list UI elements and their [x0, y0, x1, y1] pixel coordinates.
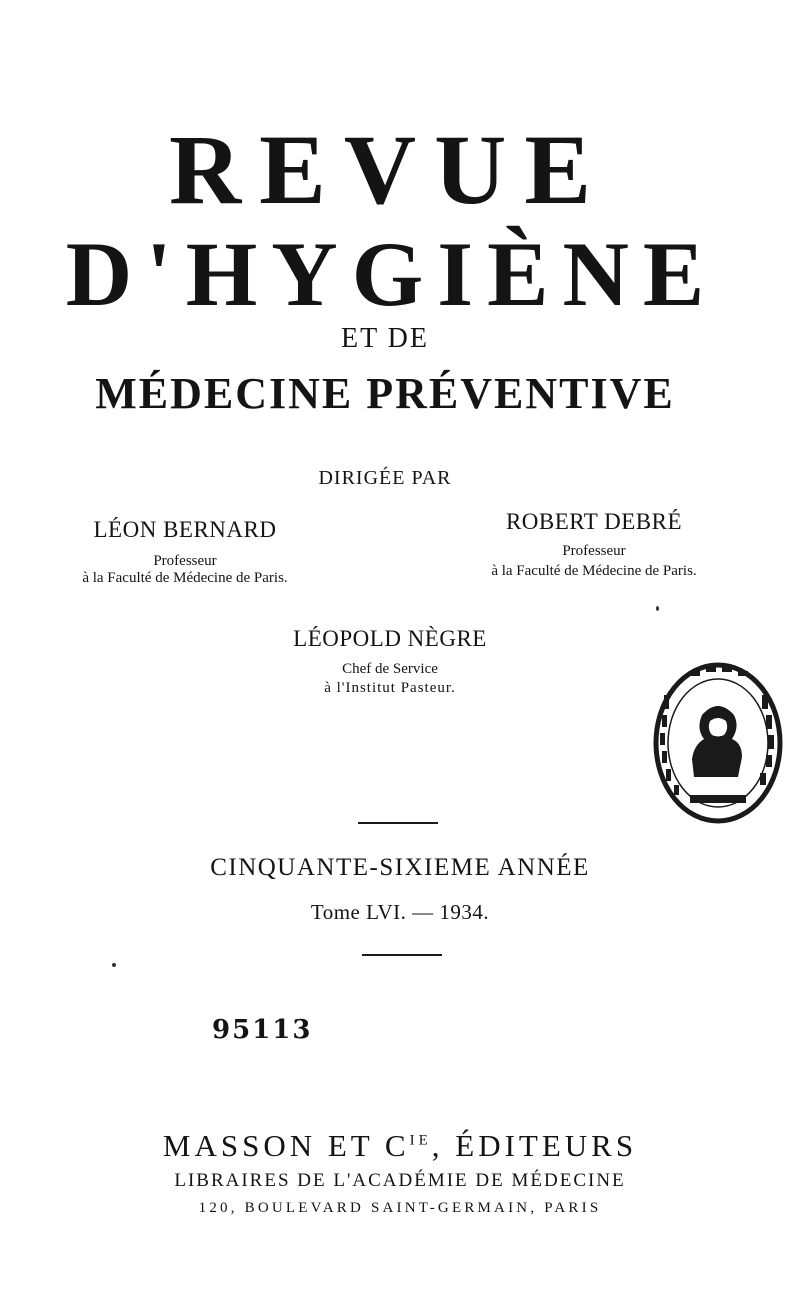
- publisher-address: 120, BOULEVARD SAINT-GERMAIN, PARIS: [198, 1200, 602, 1216]
- edition-year-label: CINQUANTE-SIXIEME ANNÉE: [210, 854, 590, 881]
- publisher-libraires: LIBRAIRES DE L'ACADÉMIE DE MÉDECINE: [174, 1170, 626, 1191]
- editor-title-middle: Chef de Service: [342, 661, 438, 677]
- editor-name-middle: LÉOPOLD NÈGRE: [293, 626, 487, 651]
- journal-title-connector: ET DE: [340, 323, 430, 354]
- scan-speck: [656, 606, 659, 611]
- publisher-name-sup: IE: [409, 1132, 432, 1149]
- editor-name-right: ROBERT DEBRÉ: [505, 509, 683, 534]
- publisher-name-prefix: MASSON ET C: [162, 1128, 410, 1163]
- publisher-name: [0, 1128, 800, 1164]
- editor-affiliation-middle: à l'Institut Pasteur.: [324, 680, 456, 696]
- journal-title-medecine-preventive: MÉDECINE PRÉVENTIVE: [95, 369, 675, 418]
- journal-title-hygiene: D'HYGIÈNE: [65, 223, 719, 325]
- editor-title-right: Professeur: [562, 543, 626, 559]
- divider-rule-top: [358, 822, 438, 824]
- editor-title-left: Professeur: [153, 553, 217, 569]
- editor-affiliation-right: à la Faculté de Médecine de Paris.: [491, 563, 697, 579]
- shelfmark-number: 95113: [212, 1015, 313, 1045]
- library-stamp-icon: [650, 655, 786, 830]
- editor-affiliation-left: à la Faculté de Médecine de Paris.: [82, 570, 288, 586]
- directed-by-label: DIRIGÉE PAR: [318, 467, 452, 489]
- edition-volume: Tome LVI. — 1934.: [310, 900, 490, 924]
- editor-name-left: LÉON BERNARD: [93, 517, 277, 542]
- journal-title-revue: REVUE: [168, 114, 610, 225]
- scan-speck: [112, 963, 116, 967]
- divider-rule-bottom: [362, 954, 442, 956]
- publisher-name-suffix: , ÉDITEURS: [431, 1128, 638, 1163]
